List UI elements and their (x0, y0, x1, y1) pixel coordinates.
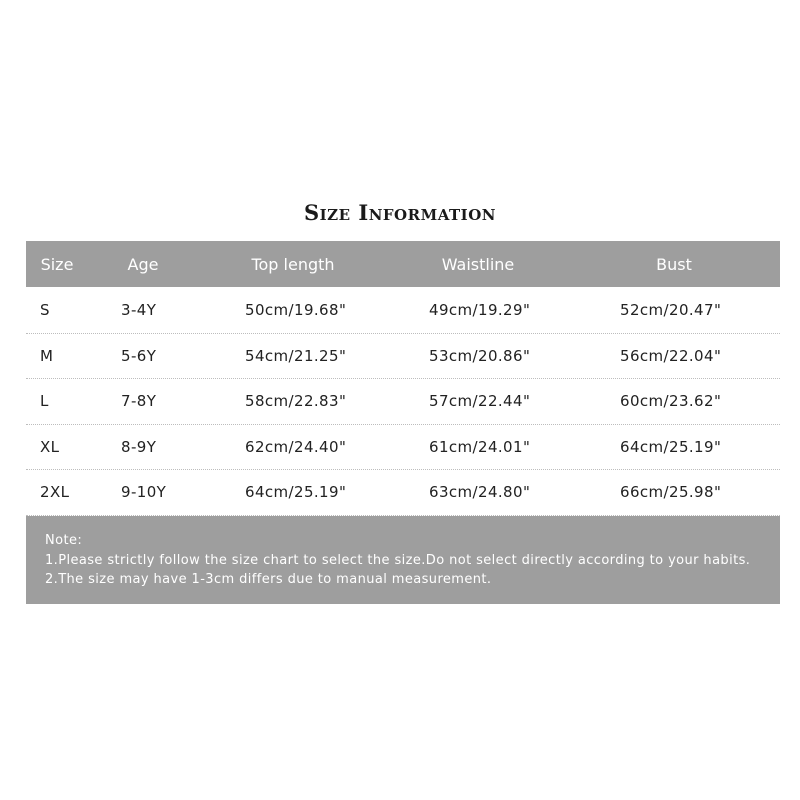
cell-age: 3-4Y (121, 301, 157, 320)
size-table (26, 241, 780, 516)
table-row (26, 288, 780, 334)
column-header-waistline: Waistline (441, 254, 515, 274)
table-header-row (26, 241, 780, 287)
table-row (26, 425, 780, 471)
table-row (26, 379, 780, 425)
column-header-top-length: Top length (251, 254, 335, 274)
cell-size: XL (40, 437, 60, 456)
cell-top-length: 58cm/22.83" (245, 392, 347, 411)
table-row (26, 334, 780, 380)
cell-size: M (40, 346, 54, 365)
cell-waistline: 63cm/24.80" (429, 483, 531, 502)
note-line-1: 1.Please strictly follow the size chart to select the size.Do not select directly according to your habits. (45, 552, 751, 568)
cell-waistline: 57cm/22.44" (429, 392, 531, 411)
cell-bust: 56cm/22.04" (620, 346, 722, 365)
cell-top-length: 54cm/21.25" (245, 346, 347, 365)
page-title: Size Information (304, 200, 496, 225)
note-heading: Note: (45, 533, 83, 548)
cell-bust: 52cm/20.47" (620, 301, 722, 320)
cell-top-length: 64cm/25.19" (245, 483, 347, 502)
table-body (26, 287, 780, 516)
column-header-size: Size (40, 254, 74, 274)
cell-age: 7-8Y (121, 392, 157, 411)
cell-waistline: 49cm/19.29" (429, 301, 531, 320)
cell-size: 2XL (40, 483, 70, 502)
cell-waistline: 61cm/24.01" (429, 437, 531, 456)
cell-bust: 60cm/23.62" (620, 392, 722, 411)
table-row (26, 470, 780, 516)
cell-bust: 64cm/25.19" (620, 437, 722, 456)
cell-waistline: 53cm/20.86" (429, 346, 531, 365)
note-box (26, 516, 780, 604)
column-header-bust: Bust (656, 254, 692, 274)
cell-age: 8-9Y (121, 437, 157, 456)
column-header-age: Age (127, 254, 159, 274)
cell-age: 5-6Y (121, 346, 157, 365)
cell-size: L (40, 392, 49, 411)
cell-age: 9-10Y (121, 483, 167, 502)
cell-size: S (40, 301, 50, 320)
cell-top-length: 50cm/19.68" (245, 301, 347, 320)
cell-top-length: 62cm/24.40" (245, 437, 347, 456)
cell-bust: 66cm/25.98" (620, 483, 722, 502)
note-line-2: 2.The size may have 1-3cm differs due to manual measurement. (45, 572, 492, 587)
